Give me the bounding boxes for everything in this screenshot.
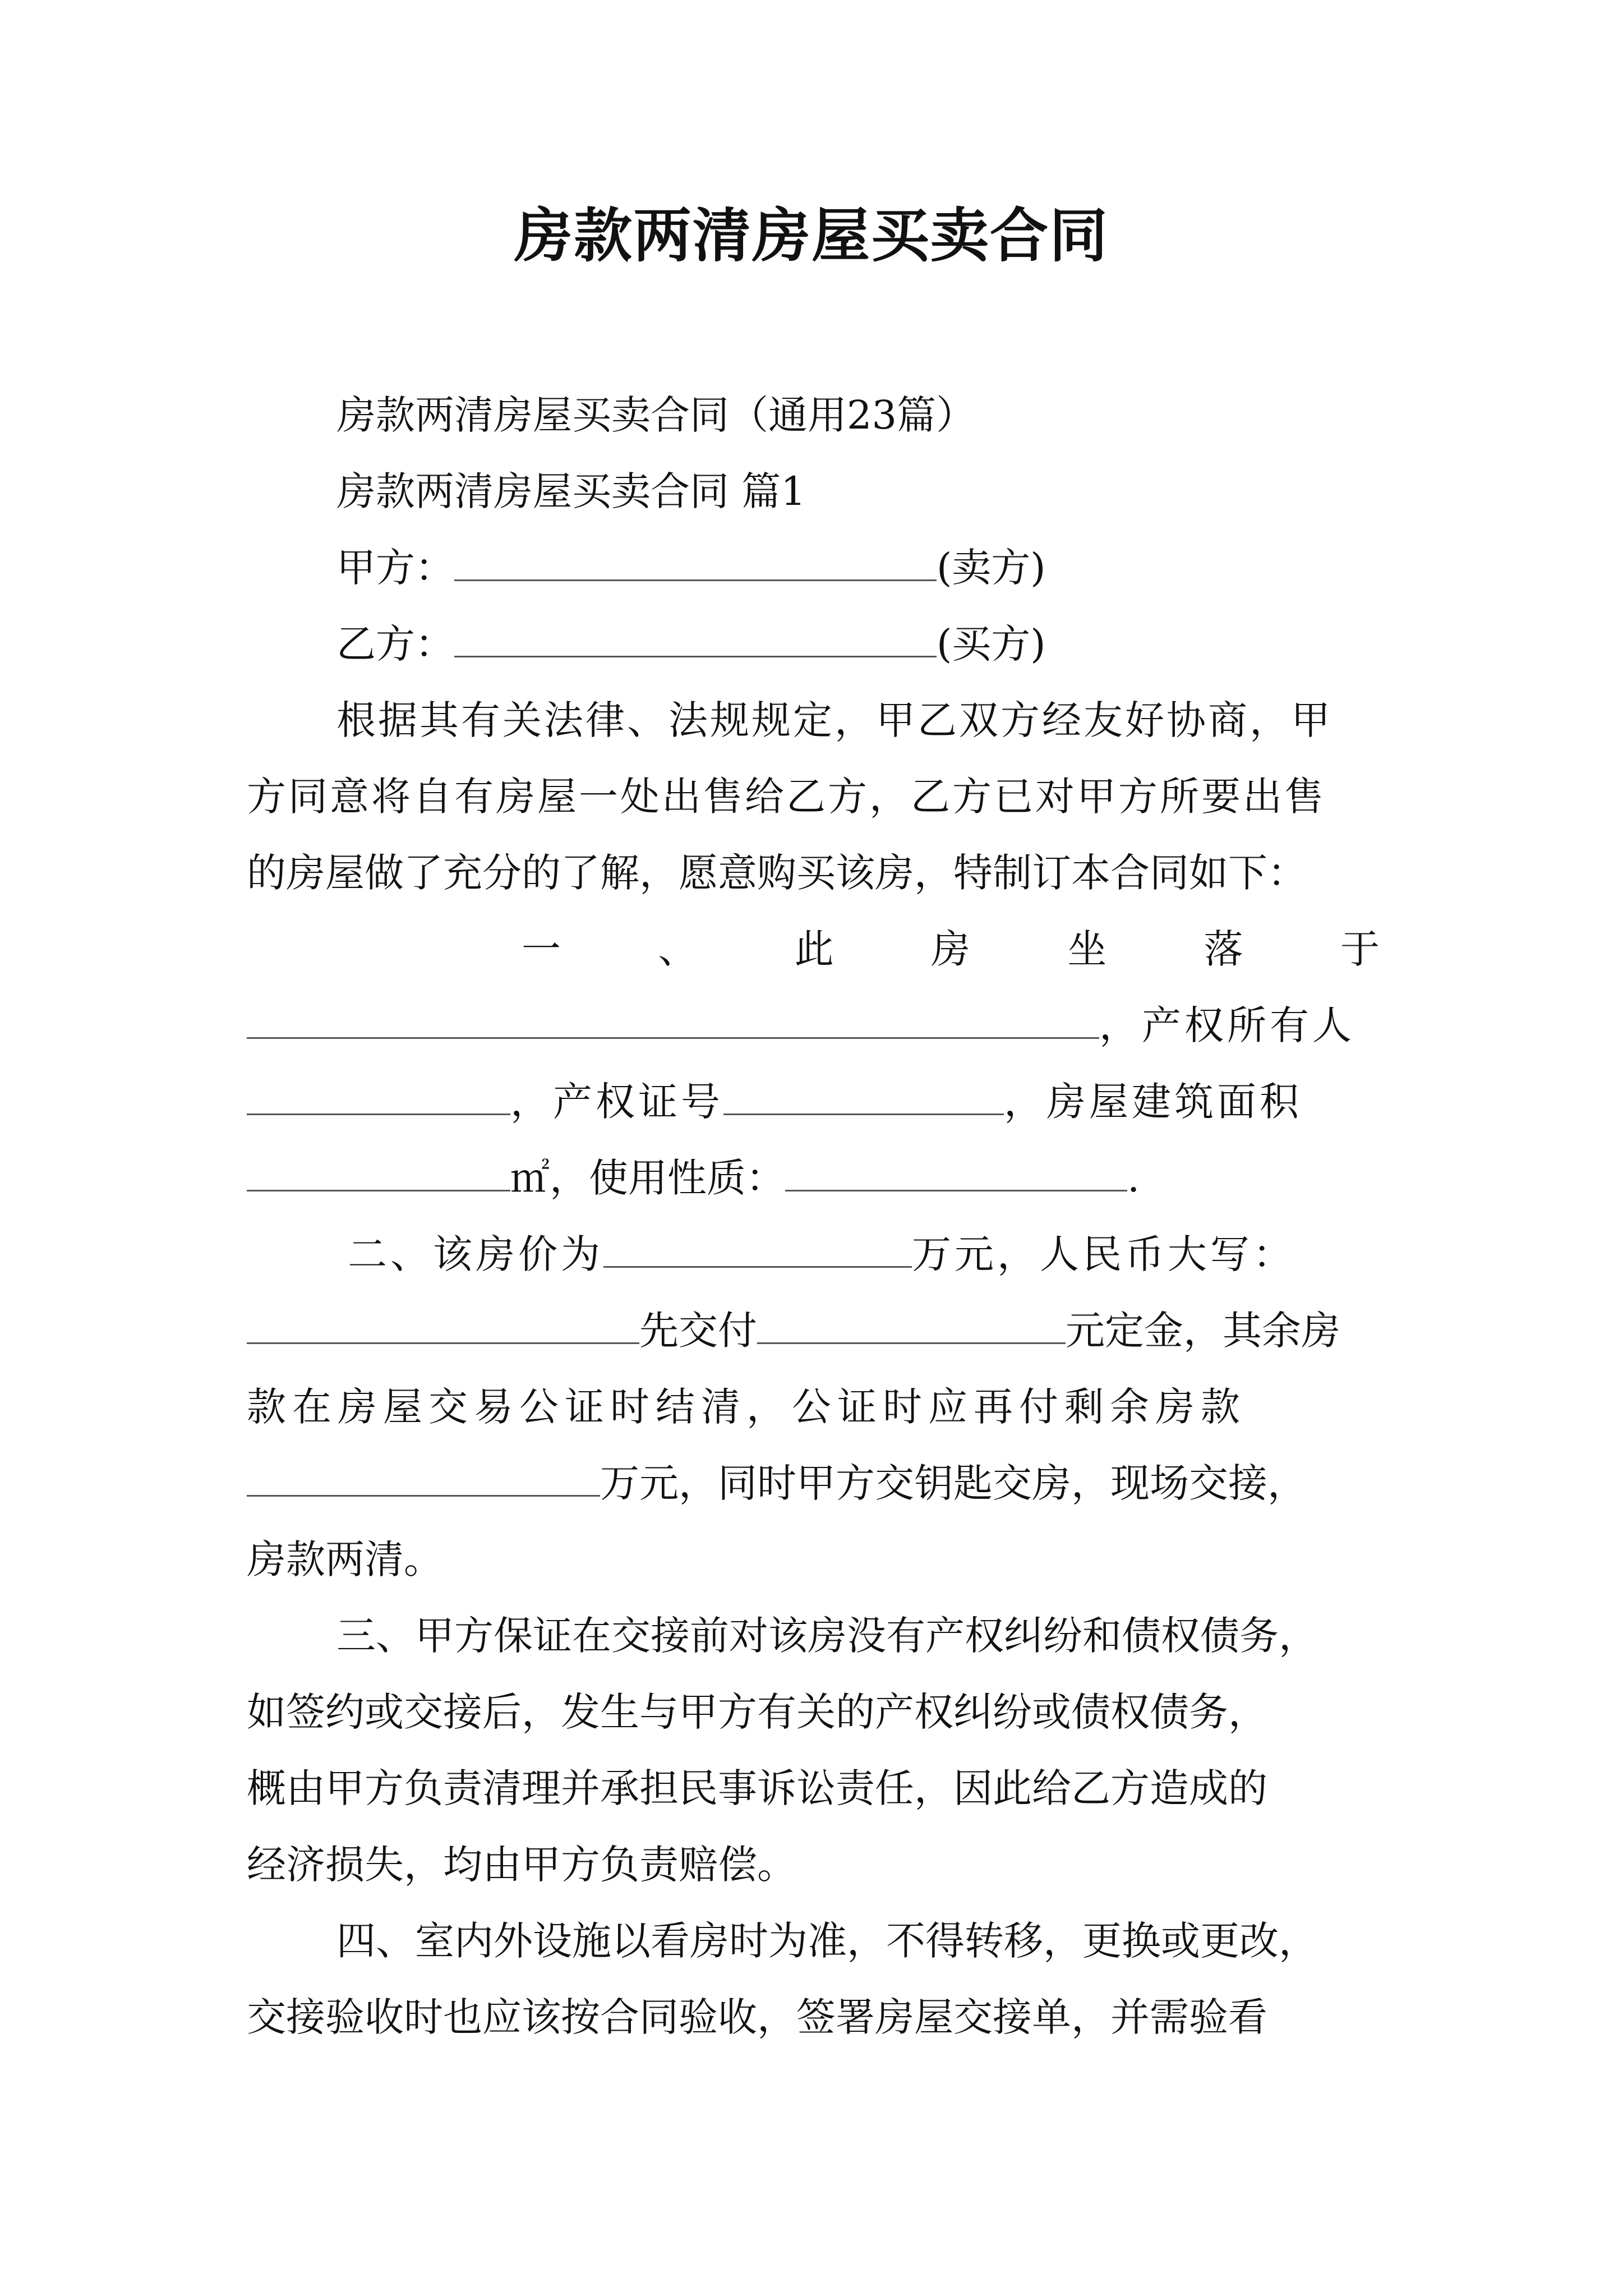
clause-1-char: 于 <box>1340 926 1380 972</box>
use-nature-blank <box>785 1151 1127 1191</box>
clause-1-owner-line <box>247 997 1391 1053</box>
clause-1-cert-line <box>247 1074 1391 1130</box>
price-blank <box>603 1227 912 1268</box>
owner-blank <box>247 1074 510 1115</box>
clause-2-price-label: 二、该房价为 <box>348 1231 603 1277</box>
clause-2-line-2 <box>247 1303 1391 1359</box>
party-b-blank <box>454 616 937 657</box>
clause-2-deposit-label: 先交付 <box>639 1308 757 1354</box>
intro-line-2: 方同意将自有房屋一处出售给乙方，乙方已对甲方所要出售 <box>247 774 1326 820</box>
party-b-role: (买方) <box>937 621 1046 667</box>
intro-line-1: 根据其有关法律、法规规定，甲乙双方经友好协商，甲 <box>336 697 1332 743</box>
clause-1-cert-label: ，产权证号 <box>510 1079 723 1125</box>
party-b-label: 乙方： <box>336 621 454 667</box>
clause-1-owner-label: ，产权所有人 <box>1099 1002 1355 1048</box>
clause-2-uppercase-label: 万元，人民币大写： <box>912 1231 1295 1277</box>
clause-1-char: 一 <box>522 926 561 972</box>
clause-1-char: 、 <box>658 926 698 972</box>
clause-3-line-3: 概由甲方负责清理并承担民事诉讼责任，因此给乙方造成的 <box>247 1765 1267 1811</box>
clause-1-char: 坐 <box>1067 926 1107 972</box>
clause-1-use-line <box>247 1150 1391 1206</box>
party-a-label: 甲方： <box>336 545 454 591</box>
clause-2-line-5: 房款两清。 <box>247 1536 443 1582</box>
clause-2-handover-label: 万元，同时甲方交钥匙交房，现场交接， <box>600 1460 1307 1506</box>
clause-1-end: . <box>1127 1155 1140 1201</box>
clause-2-line-4 <box>247 1455 1391 1511</box>
document-title: 房款两清房屋买卖合同 <box>514 201 1109 270</box>
clause-2-line-3: 款在房屋交易公证时结清，公证时应再付剩余房款 <box>247 1384 1246 1430</box>
uppercase-amount-blank <box>247 1303 639 1344</box>
remaining-amount-blank <box>247 1456 600 1497</box>
area-blank <box>247 1151 510 1191</box>
clause-1-heading <box>522 921 1380 977</box>
clause-1-char: 房 <box>930 926 970 972</box>
intro-line-3: 的房屋做了充分的了解，愿意购买该房，特制订本合同如下： <box>247 850 1307 896</box>
clause-2-line-1 <box>348 1226 1492 1282</box>
document-subtitle: 房款两清房屋买卖合同（通用23篇） <box>336 392 976 438</box>
deposit-blank <box>757 1303 1066 1344</box>
clause-4-line-2: 交接验收时也应该按合同验收，签署房屋交接单，并需验看 <box>247 1994 1267 2040</box>
party-a-line <box>336 540 1391 596</box>
clause-1-use-label: ㎡，使用性质： <box>510 1155 785 1201</box>
clause-3-line-1: 三、甲方保证在交接前对该房没有产权纠纷和债权债务， <box>336 1613 1318 1659</box>
cert-number-blank <box>723 1074 1004 1115</box>
clause-4-line-1: 四、室内外设施以看房时为准，不得转移，更换或更改， <box>336 1918 1318 1964</box>
location-blank <box>247 998 1099 1039</box>
party-a-blank <box>454 540 937 581</box>
clause-3-line-4: 经济损失，均由甲方负责赔偿。 <box>247 1842 796 1888</box>
clause-1-area-label: ，房屋建筑面积 <box>1004 1079 1302 1125</box>
clause-1-char: 此 <box>794 926 834 972</box>
clause-2-rest-label: 元定金，其余房 <box>1066 1308 1340 1354</box>
section-heading: 房款两清房屋买卖合同 篇1 <box>336 468 806 514</box>
party-a-role: (卖方) <box>937 545 1046 591</box>
party-b-line <box>336 616 1391 672</box>
clause-1-char: 落 <box>1204 926 1243 972</box>
clause-3-line-2: 如签约或交接后，发生与甲方有关的产权纠纷或债权债务， <box>247 1689 1267 1735</box>
